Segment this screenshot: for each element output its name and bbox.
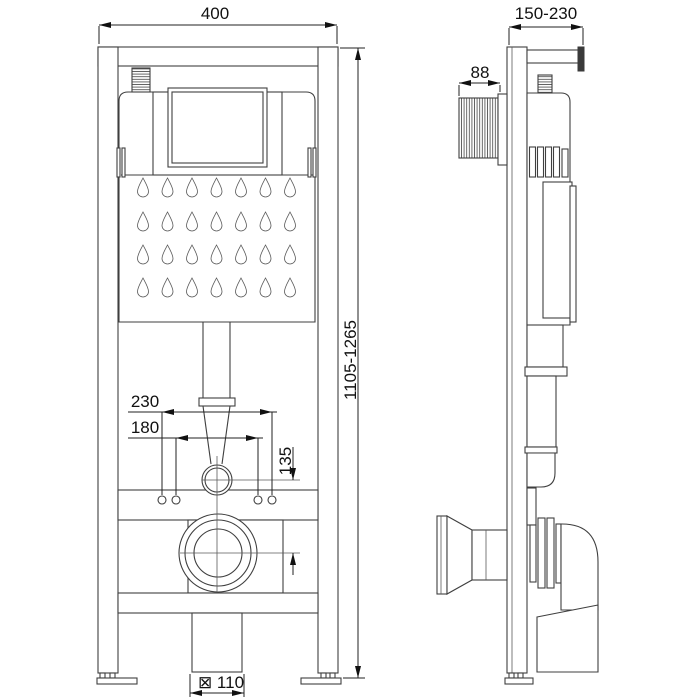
dim-drain [190,673,244,697]
frame-right-rail [318,47,338,673]
frame-top-bar [98,47,338,66]
dim-width [99,4,337,44]
flush-pipe-side [525,325,567,487]
side-view [437,47,598,684]
flush-pipe [199,322,235,464]
dim-depth-label: 150-230 [514,4,578,23]
drain-elbow [561,524,598,610]
water-inlet-thread-icon [132,68,150,92]
dim-depth [509,4,583,45]
lower-crossbar [118,593,318,613]
dim-button-depth-label: 88 [470,63,490,82]
dim-width-label: 400 [200,4,230,23]
flush-plate [168,88,267,167]
foot-left [97,673,137,684]
dim-height-label: 1105-1265 [341,319,360,401]
valve-box [543,182,572,318]
dim-bolt-inner-label: 180 [130,418,160,437]
frame-rail-side [507,47,527,673]
wall-anchor-rod [527,47,584,71]
vent-grille [530,147,569,177]
drain-duct [192,613,242,672]
foot-right [301,673,341,684]
dim-bolt-outer-label: 230 [130,392,160,411]
dim-button-depth [459,63,500,96]
pan-outlet-cone [437,516,507,594]
foot-side [505,673,533,684]
dim-height [340,48,365,678]
water-inlet-thread-icon [538,75,552,93]
rail-bracket [527,488,536,525]
valve-box-flange [570,186,576,322]
front-view [97,47,341,684]
flush-button-housing [459,98,498,158]
flush-button-cap [498,94,507,165]
dim-outlet-drop-label: 135 [276,446,295,476]
drain-box-side [537,605,598,672]
frame-left-rail [98,47,118,673]
outlet-connector-side [530,518,561,588]
dim-bolt-inner [128,418,263,495]
dim-drain-label: ⊠ 110 [197,673,245,692]
